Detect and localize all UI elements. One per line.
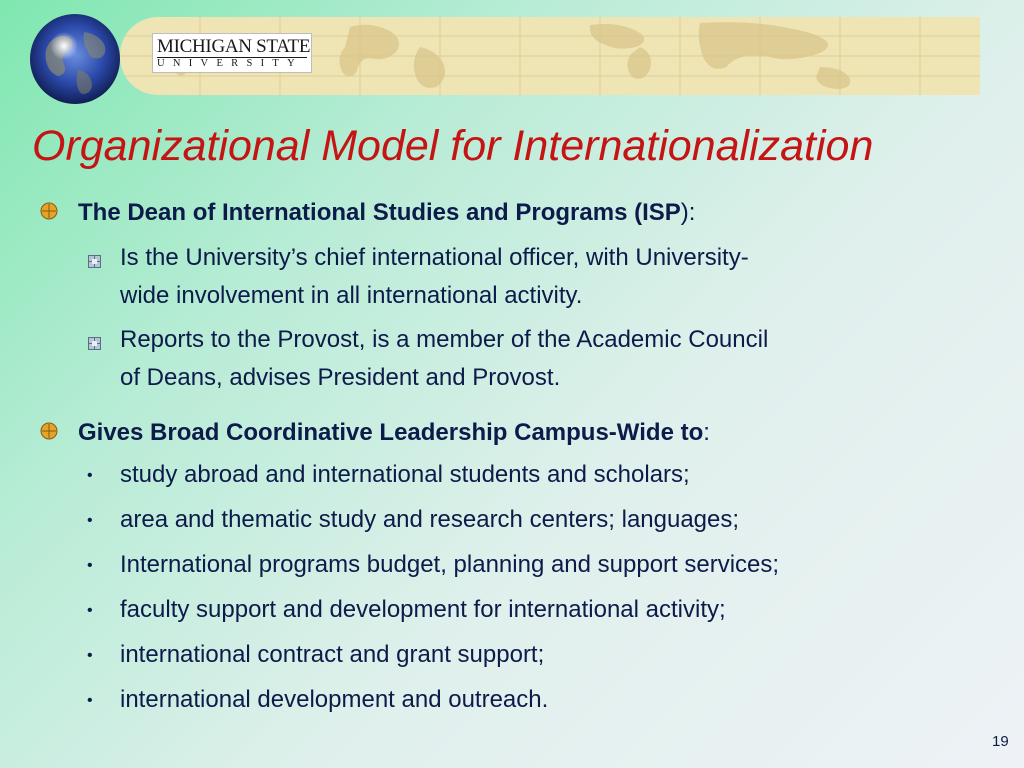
- bullet-dot-icon: •: [87, 602, 93, 619]
- item-line: of Deans, advises President and Provost.: [120, 364, 561, 391]
- logo-line2: UNIVERSITY: [157, 58, 303, 69]
- bullet-disc-icon: [40, 422, 58, 440]
- section2-heading: [78, 419, 710, 447]
- list-item: International programs budget, planning and support services;: [120, 551, 780, 578]
- section1-heading-suffix: ):: [680, 199, 696, 226]
- msu-logo: [152, 33, 312, 73]
- logo-line1: MICHIGAN STATE: [157, 36, 311, 57]
- list-item: [120, 321, 990, 397]
- bullet-dot-icon: •: [87, 647, 93, 664]
- slide-title: Organizational Model for Internationalization: [32, 122, 874, 170]
- section2-heading-suffix: :: [703, 419, 710, 446]
- item-line: wide involvement in all international activity.: [120, 282, 583, 309]
- square-bullet-icon: [88, 337, 101, 350]
- list-item: [120, 239, 990, 315]
- section2-heading-text: Gives Broad Coordinative Leadership Campus-Wide to: [78, 419, 704, 446]
- bullet-dot-icon: •: [87, 692, 93, 709]
- bullet-dot-icon: •: [87, 557, 93, 574]
- list-item: study abroad and international students and scholars;: [120, 461, 690, 488]
- item-line: Is the University’s chief international officer, with University-: [120, 244, 749, 271]
- bullet-dot-icon: •: [87, 512, 93, 529]
- item-line: Reports to the Provost, is a member of the Academic Council: [120, 326, 769, 353]
- page-number: 19: [992, 733, 1009, 750]
- list-item: international development and outreach.: [120, 686, 549, 713]
- square-bullet-icon: [88, 255, 101, 268]
- section1-heading: [78, 199, 695, 227]
- globe-icon: [28, 12, 122, 106]
- list-item: international contract and grant support;: [120, 641, 545, 668]
- bullet-disc-icon: [40, 202, 58, 220]
- section1-heading-text: The Dean of International Studies and Programs (ISP: [78, 199, 681, 226]
- bullet-dot-icon: •: [87, 467, 93, 484]
- list-item: area and thematic study and research centers; languages;: [120, 506, 740, 533]
- list-item: faculty support and development for international activity;: [120, 596, 726, 623]
